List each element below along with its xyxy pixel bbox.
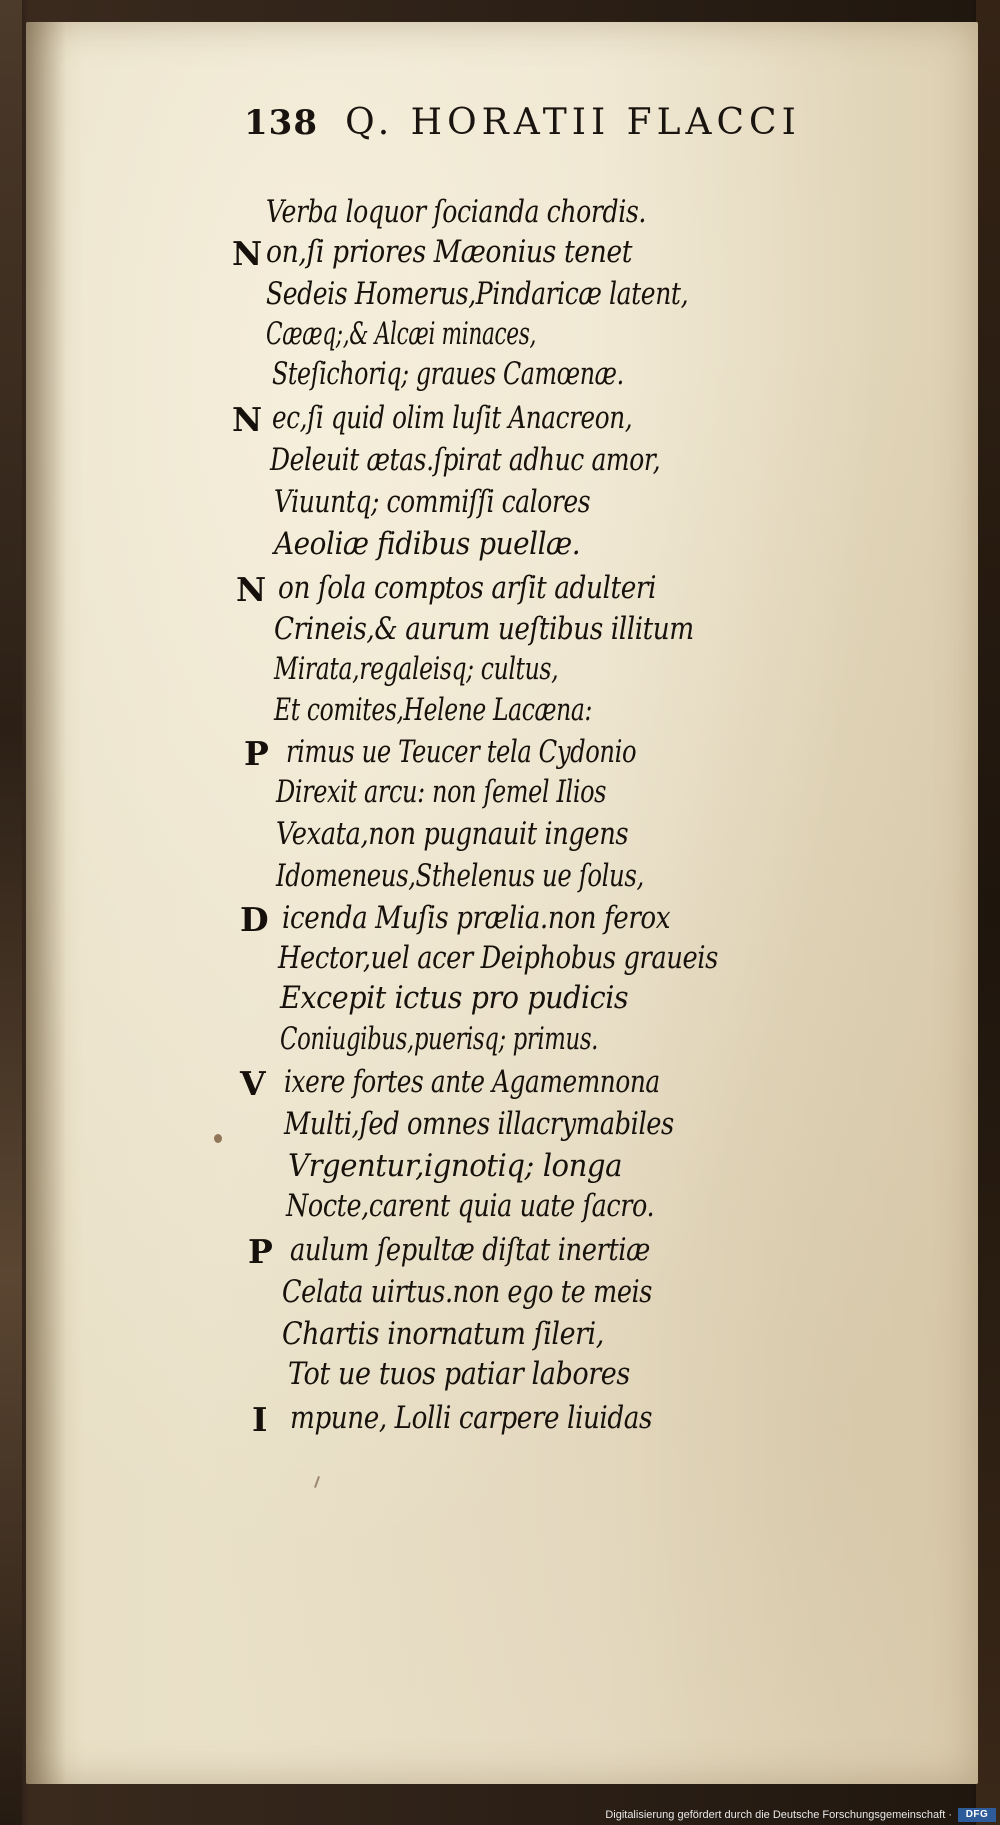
verse-text: Coniugibus,puerisq; primus. (280, 1021, 599, 1057)
verse-text: ec,ſi quid olim luſit Anacreon, (272, 400, 633, 436)
digitization-credit: Digitalisierung gefördert durch die Deutsche Forschungsgemeinschaft · (605, 1809, 952, 1821)
verse-text: Vexata,non pugnauit ingens (276, 816, 629, 852)
verse-text: Steſichoriq; graues Camœnæ. (272, 356, 624, 392)
verse-text: Nocte,carent quia uate ſacro. (286, 1188, 655, 1224)
verse-text: Et comites,Helene Lacæna: (274, 692, 592, 728)
verse-initial: N (232, 400, 263, 439)
verse-text: Mirata,regaleisq; cultus, (274, 651, 559, 687)
verse-text: Aeoliæ fidibus puellæ. (274, 526, 581, 562)
verse-text: Celata uirtus.non ego te meis (282, 1274, 653, 1310)
verse-text: Viuuntq; commiſſi calores (274, 484, 591, 520)
verse-initial: P (244, 734, 269, 773)
verse-initial: I (252, 1400, 268, 1439)
page-number: 138 (244, 103, 318, 143)
verse-text: Deleuit ætas.ſpirat adhuc amor, (270, 442, 661, 478)
running-head-title: Q. HORATII FLACCI (345, 102, 801, 143)
verse-initial: D (240, 900, 269, 939)
verse-text: rimus ue Teucer tela Cydonio (286, 734, 637, 770)
verse-text: on ſola comptos arſit adulteri (278, 570, 657, 606)
verse-text: Idomeneus,Sthelenus ue ſolus, (276, 858, 644, 894)
verse-initial: V (240, 1064, 266, 1103)
verse-text: aulum ſepultæ diſtat inertiæ (290, 1232, 650, 1268)
verse-text: Chartis inornatum ſileri, (282, 1316, 604, 1352)
verse-text: Cææq;,& Alcæi minaces, (266, 316, 537, 352)
verse-text: Hector,uel acer Deiphobus graueis (278, 940, 718, 976)
ink-spot (214, 1134, 222, 1143)
verse-text: Excepit ictus pro pudicis (280, 980, 629, 1016)
verse-text: Vrgentur,ignotiq; longa (288, 1148, 623, 1184)
verse-text: Tot ue tuos patiar labores (288, 1356, 630, 1392)
verse-text: on,ſi priores Mæonius tenet (266, 234, 633, 270)
verse-text: Multi,ſed omnes illacrymabiles (284, 1106, 674, 1142)
verse-text: mpune, Lolli carpere liuidas (290, 1400, 652, 1436)
verse-initial: P (248, 1232, 273, 1271)
verse-text: Verba loquor ſocianda chordis. (266, 194, 647, 230)
verse-text: ixere fortes ante Agamemnona (284, 1064, 660, 1100)
dfg-logo: DFG (958, 1808, 996, 1822)
verse-text: Sedeis Homerus,Pindaricæ latent, (266, 276, 689, 312)
verse-text: Direxit arcu: non ſemel Ilios (276, 774, 607, 810)
verse-initial: N (236, 570, 267, 609)
verse-text: Crineis,& aurum ueſtibus illitum (274, 611, 694, 647)
verse-initial: N (232, 234, 263, 273)
verse-text: icenda Muſis prælia.non ferox (282, 900, 671, 936)
